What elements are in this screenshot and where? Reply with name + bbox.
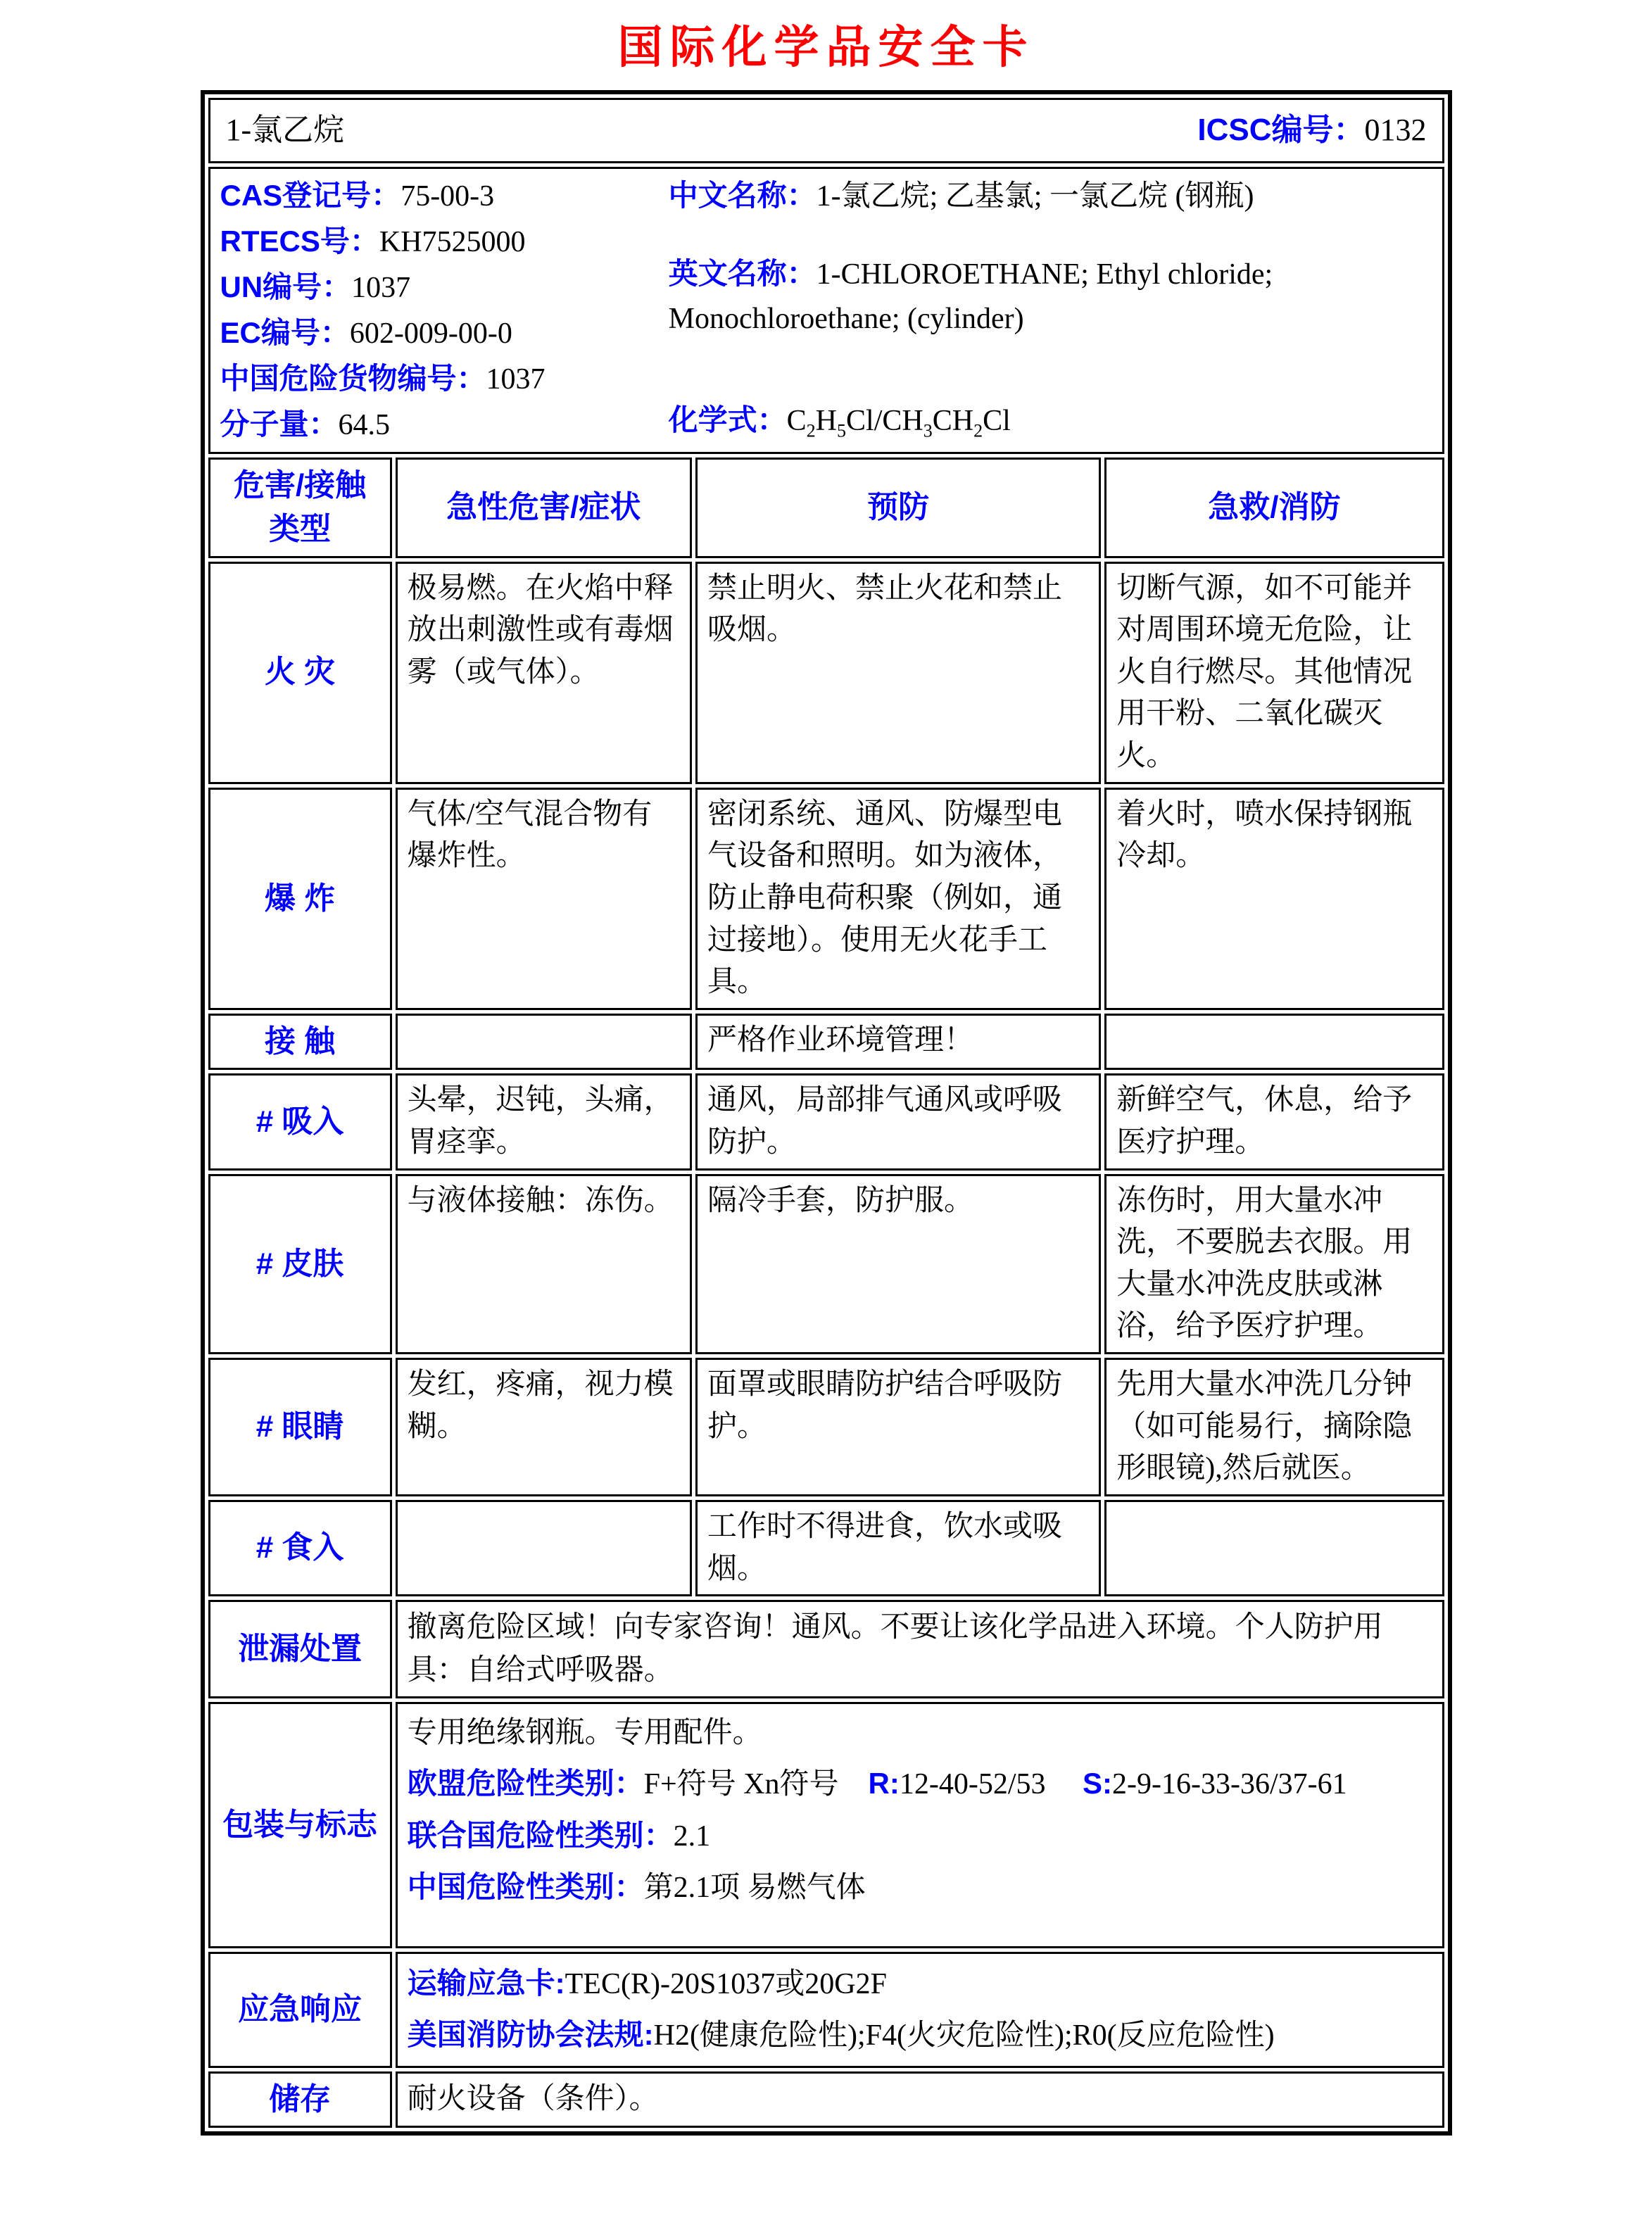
english-name-line: [669, 251, 1432, 341]
rtecs-value: KH7525000: [379, 225, 526, 258]
column-header-row: [208, 458, 1444, 558]
response-cell: 着火时，喷水保持钢瓶冷却。: [1104, 788, 1444, 1010]
symptom-cell: 与液体接触：冻伤。: [396, 1174, 692, 1355]
identity-block: [220, 173, 1432, 448]
icsc-card-table: [201, 90, 1452, 2136]
response-cell: 切断气源，如不可能并对周围环境无危险，让火自行燃尽。其他情况用干粉、二氧化碳灭火。: [1104, 562, 1444, 784]
substance-name: 1-氯乙烷: [225, 113, 345, 147]
section-row-spill: [208, 1600, 1444, 1698]
hazard-type-label: # 吸入: [208, 1073, 392, 1170]
card-header-row: [208, 98, 1444, 163]
china-dg-label: 中国危险货物编号：: [220, 361, 486, 395]
response-cell: 新鲜空气，休息，给予医疗护理。: [1104, 1073, 1444, 1170]
hazard-row-explosion: [208, 788, 1444, 1010]
hazard-type-label: 接 触: [208, 1014, 392, 1070]
response-cell: [1104, 1014, 1444, 1070]
icsc-number: [1197, 108, 1426, 153]
cas-value: 75-00-3: [401, 179, 495, 213]
section-label-spill: 泄漏处置: [208, 1600, 392, 1698]
identity-right-column: [669, 173, 1432, 448]
section-content-packaging: [396, 1702, 1444, 1948]
chinese-name-value: 1-氯乙烷; 乙基氯; 一氯乙烷 (钢瓶): [816, 179, 1254, 213]
mol-weight-label: 分子量：: [220, 407, 339, 441]
section-content-storage: 耐火设备（条件）。: [396, 2071, 1444, 2128]
hazard-type-label: # 食入: [208, 1500, 392, 1596]
response-cell: [1104, 1500, 1444, 1596]
field-ec: [220, 310, 669, 356]
identity-row: [208, 167, 1444, 454]
page-title: 国际化学品安全卡: [617, 21, 1035, 74]
ec-label: EC编号：: [220, 315, 350, 349]
hazard-row-skin: [208, 1174, 1444, 1355]
chinese-name-line: [669, 173, 1432, 219]
english-name-value: 1-CHLOROETHANE; Ethyl chloride; Monochloroethane; (cylinder): [668, 258, 1273, 335]
formula-value: $C_2H_5Cl/CH_3CH_2Cl$: [786, 404, 1011, 441]
symptom-cell: [396, 1014, 692, 1070]
symptom-cell: [396, 1500, 692, 1596]
field-china-dg: [220, 356, 669, 402]
prevention-cell: 面罩或眼睛防护结合呼吸防护。: [695, 1358, 1101, 1496]
symptom-cell: 发红，疼痛，视力模糊。: [396, 1358, 692, 1496]
response-cell: 冻伤时，用大量水冲洗，不要脱去衣服。用大量水冲洗皮肤或淋浴，给予医疗护理。: [1104, 1174, 1444, 1355]
prevention-cell: 通风，局部排气通风或呼吸防护。: [695, 1073, 1101, 1170]
rtecs-label: RTECS号：: [220, 224, 379, 258]
icsc-number-value: 0132: [1364, 113, 1427, 147]
cas-label: CAS登记号：: [220, 178, 401, 212]
prevention-cell: 隔冷手套，防护服。: [695, 1174, 1101, 1355]
column-header-type: 危害/接触类型: [208, 458, 392, 558]
hazard-type-label: # 眼睛: [208, 1358, 392, 1496]
emergency-nfpa-line: 美国消防协会法规:H2(健康危险性);F4(火灾危险性);R0(反应危险性): [407, 2018, 1275, 2052]
mol-weight-value: 64.5: [338, 408, 391, 441]
symptom-cell: 气体/空气混合物有爆炸性。: [396, 788, 692, 1010]
chinese-name-label: 中文名称：: [668, 178, 816, 212]
hazard-row-contact: [208, 1014, 1444, 1070]
english-name-label: 英文名称：: [668, 256, 816, 290]
section-label-emergency: 应急响应: [208, 1952, 392, 2068]
prevention-cell: 禁止明火、禁止火花和禁止吸烟。: [695, 562, 1101, 784]
packaging-eu-class-line: 欧盟危险性类别：F+符号 Xn符号 R:12-40-52/53 S:2-9-16-33-36/37-61: [407, 1767, 1347, 1801]
field-un: [220, 265, 669, 310]
section-label-storage: 储存: [208, 2071, 392, 2128]
section-row-storage: [208, 2071, 1444, 2128]
section-label-packaging: 包装与标志: [208, 1702, 392, 1948]
field-mol-weight: [220, 402, 669, 448]
card-header: [220, 104, 1432, 157]
card-header-cell: [208, 98, 1444, 163]
section-content-emergency: [396, 1952, 1444, 2068]
symptom-cell: 极易燃。在火焰中释放出刺激性或有毒烟雾（或气体）。: [396, 562, 692, 784]
column-header-prevention: 预防: [695, 458, 1101, 558]
china-dg-value: 1037: [486, 362, 546, 396]
hazard-type-label: 爆 炸: [208, 788, 392, 1010]
un-value: 1037: [351, 271, 411, 304]
symptom-cell: 头晕，迟钝，头痛，胃痉挛。: [396, 1073, 692, 1170]
hazard-type-label: # 皮肤: [208, 1174, 392, 1355]
identity-cell: [208, 167, 1444, 454]
packaging-un-class-line: 联合国危险性类别：2.1: [407, 1818, 711, 1853]
column-header-response: 急救/消防: [1104, 458, 1444, 558]
packaging-china-class-line: 中国危险性类别：第2.1项 易燃气体: [407, 1870, 866, 1905]
section-row-packaging: [208, 1702, 1444, 1948]
identity-left-column: [220, 173, 669, 448]
icsc-number-label: ICSC编号：: [1197, 113, 1365, 147]
un-label: UN编号：: [220, 270, 352, 303]
ec-value: 602-009-00-0: [349, 317, 512, 350]
hazard-row-eyes: [208, 1358, 1444, 1496]
section-content-spill: 撤离危险区域！向专家咨询！通风。不要让该化学品进入环境。个人防护用具：自给式呼吸器。: [396, 1600, 1444, 1698]
hazard-row-ingestion: [208, 1500, 1444, 1596]
field-cas: [220, 173, 669, 219]
packaging-cylinder-line: 专用绝缘钢瓶。专用配件。: [407, 1716, 762, 1749]
response-cell: 先用大量水冲洗几分钟（如可能易行，摘除隐形眼镜),然后就医。: [1104, 1358, 1444, 1496]
prevention-cell: 密闭系统、通风、防爆型电气设备和照明。如为液体，防止静电荷积聚（例如，通过接地）。使用无火花手工具。: [695, 788, 1101, 1010]
section-row-emergency: [208, 1952, 1444, 2068]
hazard-type-label: 火 灾: [208, 562, 392, 784]
prevention-cell: 严格作业环境管理！: [695, 1014, 1101, 1070]
formula-label: 化学式：: [668, 403, 787, 436]
formula-line: [669, 398, 1432, 443]
prevention-cell: 工作时不得进食，饮水或吸烟。: [695, 1500, 1101, 1596]
emergency-tec-line: 运输应急卡:TEC(R)-20S1037或20G2F: [407, 1966, 887, 2000]
hazard-row-fire: [208, 562, 1444, 784]
hazard-row-inhalation: [208, 1073, 1444, 1170]
field-rtecs: [220, 219, 669, 265]
column-header-symptom: 急性危害/症状: [396, 458, 692, 558]
